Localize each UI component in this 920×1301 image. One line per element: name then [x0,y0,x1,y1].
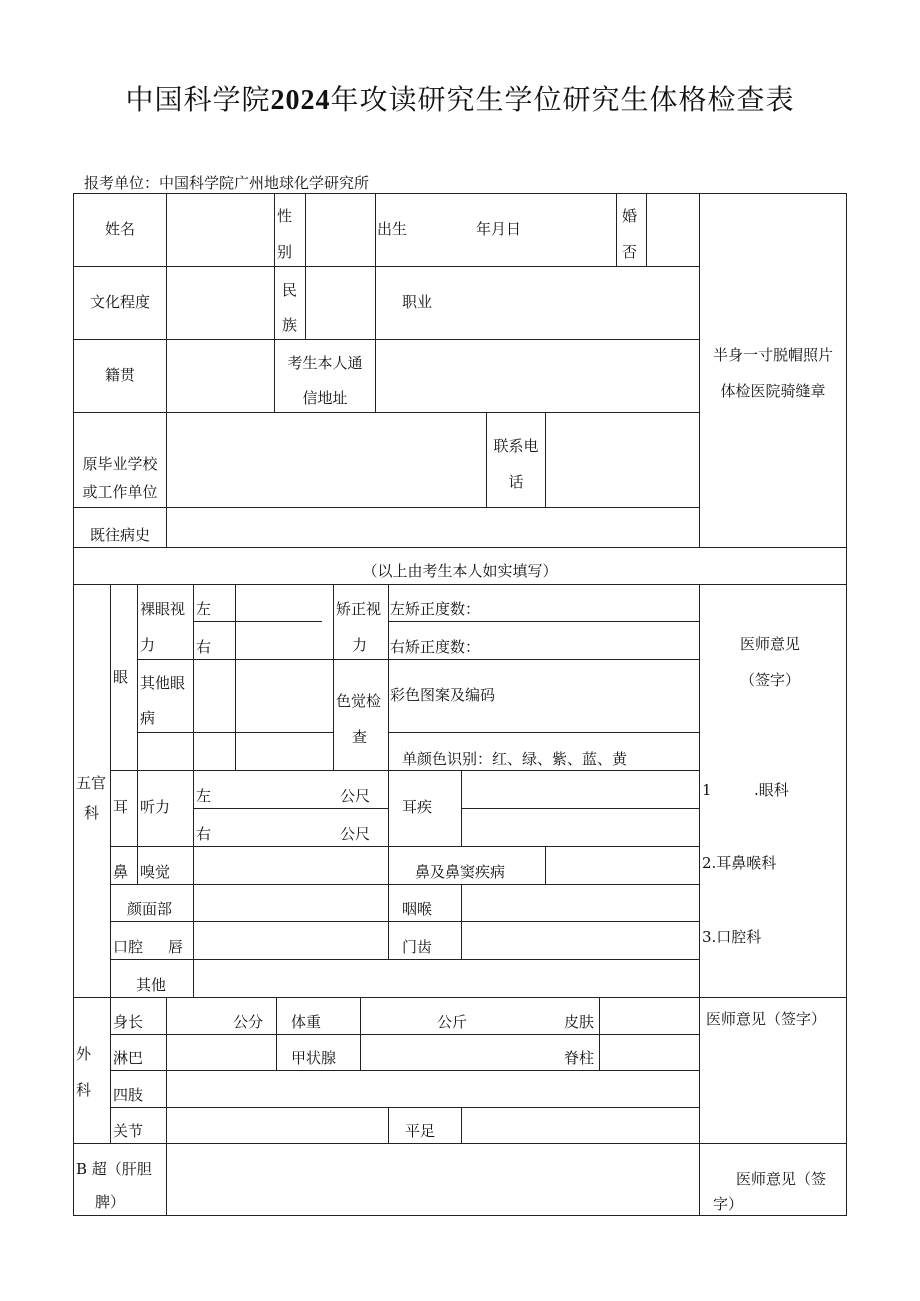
gender-label-1: 性 [277,207,293,225]
rule [73,193,74,1215]
name-label: 姓名 [104,220,135,238]
applying-unit: 报考单位：中国科学院广州地球化学研究所 [84,174,370,192]
gender-label-2: 别 [277,243,293,261]
color-pattern-label: 彩色图案及编码 [390,686,496,704]
ethnic-label-2: 族 [282,316,298,334]
rule [110,1070,699,1071]
color-test-2: 查 [352,728,368,746]
five-doctor-2: （签字） [739,671,800,689]
color-test-1: 色觉检 [336,692,382,710]
flatfoot-label: 平足 [405,1122,436,1140]
rule [193,621,322,622]
rule [166,193,167,547]
limbs-label: 四肢 [113,1086,144,1104]
rule [646,193,647,266]
skin-label: 皮肤 [564,1013,595,1031]
single-color-label: 单颜色识别：红、绿、紫、蓝、黄 [402,750,628,768]
rule [166,1143,167,1215]
photo-note-1: 半身一寸脱帽照片 [712,346,833,364]
mouth-label: 口腔 [113,938,144,956]
photo-note-2: 体检医院骑缝章 [720,382,826,400]
self-fill-note: （以上由考生本人如实填写） [362,562,558,580]
ymd-label: 年月日 [476,220,522,238]
rule [276,997,277,1070]
dept-ent: 2.耳鼻喉科 [702,854,777,872]
rule [461,1107,462,1143]
kg-unit: 公斤 [437,1013,468,1031]
naked-left: 左 [196,600,212,618]
teeth-label: 门齿 [402,938,433,956]
lip-label: 唇 [168,938,184,956]
rule [699,1143,700,1215]
rule [193,584,194,808]
smell-label: 嗅觉 [140,863,171,881]
phone-label-1: 联系电 [493,437,539,455]
cm-unit: 公分 [233,1013,264,1031]
ear-disease-label: 耳疾 [402,798,433,816]
rule [616,193,617,266]
bscan-doctor-1: 医师意见（签 [736,1170,827,1188]
rule [166,997,167,1143]
rule [545,846,546,884]
nose-label: 鼻 [113,863,129,881]
lymph-label: 淋巴 [113,1049,144,1067]
rule [333,584,334,770]
history-label: 既往病史 [89,526,150,544]
corrected-vision-1: 矫正视 [336,600,382,618]
throat-label: 咽喉 [402,900,433,918]
surgery-label-1: 外 [76,1045,92,1063]
rule [73,997,847,998]
rule [110,1034,699,1035]
rule [73,1143,847,1144]
hearing-left: 左 [196,787,212,805]
rule [110,584,111,1143]
rule [110,884,699,885]
rule [545,412,546,507]
school-label-1: 原毕业学校 [82,455,158,473]
dept-eye: .眼科 [754,781,789,799]
rule [375,193,376,412]
rule [193,808,194,997]
naked-right: 右 [196,638,212,656]
birth-label: 出生 [377,220,408,238]
thyroid-label: 甲状腺 [291,1049,337,1067]
rule [110,1107,699,1108]
address-label-2: 信地址 [302,389,348,407]
married-label-1: 婚 [622,207,638,225]
rule [461,808,699,809]
rule [73,547,847,548]
right-correction: 右矫正度数： [390,638,481,656]
bscan-doctor-2: 字） [713,1195,744,1213]
five-doctor-1: 医师意见 [739,635,800,653]
weight-label: 体重 [291,1013,322,1031]
rule [388,1107,389,1143]
rule [599,997,600,1070]
dept-oral: 3.口腔科 [702,928,762,946]
other-eye-1: 其他眼 [140,674,186,692]
surgery-doctor: 医师意见（签字） [706,1010,827,1028]
page-title: 中国科学院2024年攻读研究生学位研究生体格检查表 [125,83,795,116]
spine-label: 脊柱 [564,1049,595,1067]
naked-vision-2: 力 [140,636,156,654]
rule [388,732,699,733]
bscan-label-2: 脾） [95,1193,126,1211]
joints-label: 关节 [113,1122,144,1140]
married-label-2: 否 [622,243,638,261]
rule [360,997,361,1070]
rule [235,584,236,770]
face-label: 颜面部 [127,900,173,918]
naked-vision-1: 裸眼视 [140,600,186,618]
five-section-label-2: 科 [84,804,100,822]
left-correction: 左矫正度数： [390,600,481,618]
school-label-2: 或工作单位 [82,483,158,501]
rule [137,584,138,884]
bscan-label-1: B 超（肝胆 [76,1160,152,1178]
rule [305,193,306,339]
rule [388,584,389,770]
address-label-1: 考生本人通 [287,354,363,372]
other-eye-2: 病 [140,709,156,727]
hearing-label: 听力 [140,798,171,816]
sinus-label: 鼻及鼻窦疾病 [415,863,506,881]
dept-eye-num: 1 [702,781,712,799]
rule [846,193,847,1215]
eye-label: 眼 [113,668,129,686]
corrected-vision-2: 力 [352,636,368,654]
rule [73,193,847,194]
ear-label: 耳 [113,798,129,816]
ethnic-label-1: 民 [282,281,298,299]
hearing-right: 右 [196,825,212,843]
education-label: 文化程度 [89,293,150,311]
meter-unit-right: 公尺 [340,825,371,843]
native-label: 籍贯 [104,366,135,384]
rule [461,770,462,846]
rule [388,770,389,959]
five-section-label-1: 五官 [76,774,107,792]
phone-label-2: 话 [508,473,524,491]
rule [461,884,462,959]
surgery-label-2: 科 [76,1081,92,1099]
other-label: 其他 [136,976,167,994]
height-label: 身长 [113,1013,144,1031]
meter-unit-left: 公尺 [340,787,371,805]
job-label: 职业 [402,293,433,311]
